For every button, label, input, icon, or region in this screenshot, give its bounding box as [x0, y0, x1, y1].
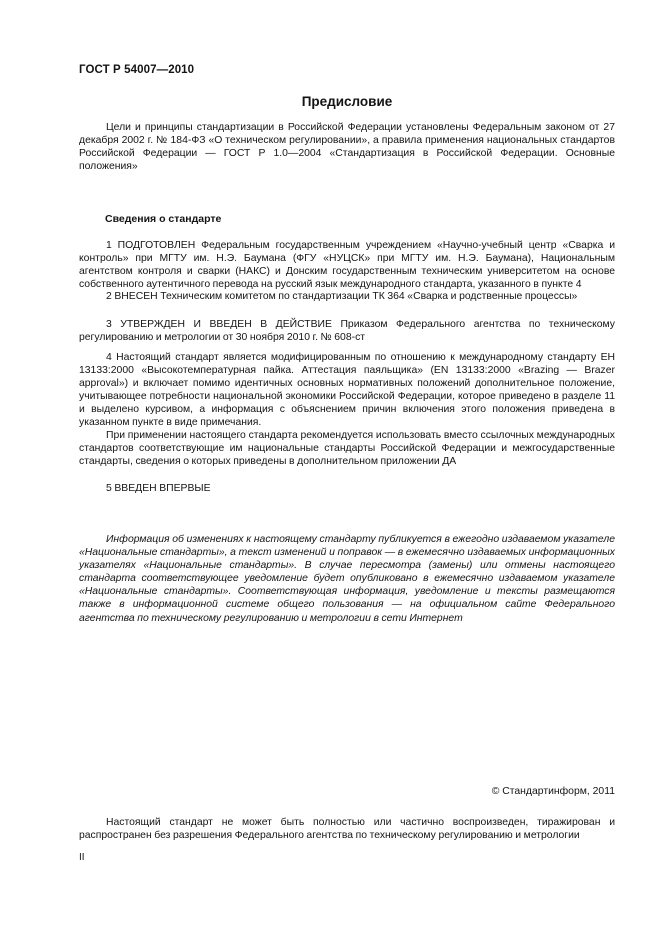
info-item-modified: 4 Настоящий стандарт является модифицированным по отношению к международному стандарту ЕН 13133:2000 «Высокотемпературная пайка. Аттестация паяльщика» (EN 13133:2000 «Brazing — Brazer approval») и включает помимо идентичных основных нормативных положений дополнительное положение, учитывающее потребности национальной экономики Российской Федерации, которое приведено в разделе 11 и выделено курсивом, а информация с объяснением причин включения этого положения приведена в указанном пункте в виде примечания. — [79, 352, 615, 429]
info-item-first-introduced: 5 ВВЕДЕН ВПЕРВЫЕ — [106, 483, 211, 494]
page-number: II — [79, 852, 85, 863]
standard-info-heading: Сведения о стандарте — [105, 213, 222, 225]
info-item-submitted: 2 ВНЕСЕН Техническим комитетом по стандартизации ТК 364 «Сварка и родственные процессы» — [106, 291, 578, 302]
info-item-approved: 3 УТВЕРЖДЕН И ВВЕДЕН В ДЕЙСТВИЕ Приказом Федерального агентства по техническому регулированию и метрологии от 30 ноября 2010 г. № 608-ст — [79, 319, 615, 344]
rights-notice: Настоящий стандарт не может быть полностью или частично воспроизведен, тиражирован и распространен без разрешения Федерального агентства по техническому регулированию и метрологии — [79, 817, 615, 842]
copyright: © Стандартинформ, 2011 — [491, 786, 615, 797]
page-title: Предисловие — [301, 94, 393, 109]
preface-paragraph: Цели и принципы стандартизации в Российской Федерации установлены Федеральным законом от 27 декабря 2002 г. № 184-ФЗ «О техническом регулировании», а правила применения национальных стандартов Российской Федерации — ГОСТ Р 1.0—2004 «Стандартизация в Российской Федерации. Основные положения» — [79, 122, 615, 173]
changes-notice: Информация об изменениях к настоящему стандарту публикуется в ежегодно издаваемом указателе «Национальные стандарты», а текст изменений и поправок — в ежемесячно издаваемых информационных указателях «Национальные стандарты». В случае пересмотра (замены) или отмены настоящего стандарта соответствующее уведомление будет опубликовано в ежемесячно издаваемом указателе «Национальные стандарты». Соответствующая информация, уведомление и тексты размещаются также в информационной системе общего пользования — на официальном сайте Федерального агентства по техническому регулированию и метрологии в сети Интернет — [79, 534, 615, 624]
info-item-prepared: 1 ПОДГОТОВЛЕН Федеральным государственным учреждением «Научно-учебный центр «Сварка и контроль» при МГТУ им. Н.Э. Баумана (ФГУ «НУЦСК» при МГТУ им. Н.Э. Баумана), Национальным агентством контроля и сварки (НАКС) и Донским государственным техническим университетом на основе собственного аутентичного перевода на русский язык международного стандарта, указанного в пункте 4 — [79, 240, 615, 291]
info-item-modified-continued: При применении настоящего стандарта рекомендуется использовать вместо ссылочных международных стандартов соответствующие им национальные стандарты Российской Федерации и межгосударственные стандарты, сведения о которых приведены в дополнительном приложении ДА — [79, 430, 615, 468]
document-code: ГОСТ Р 54007—2010 — [79, 64, 195, 76]
